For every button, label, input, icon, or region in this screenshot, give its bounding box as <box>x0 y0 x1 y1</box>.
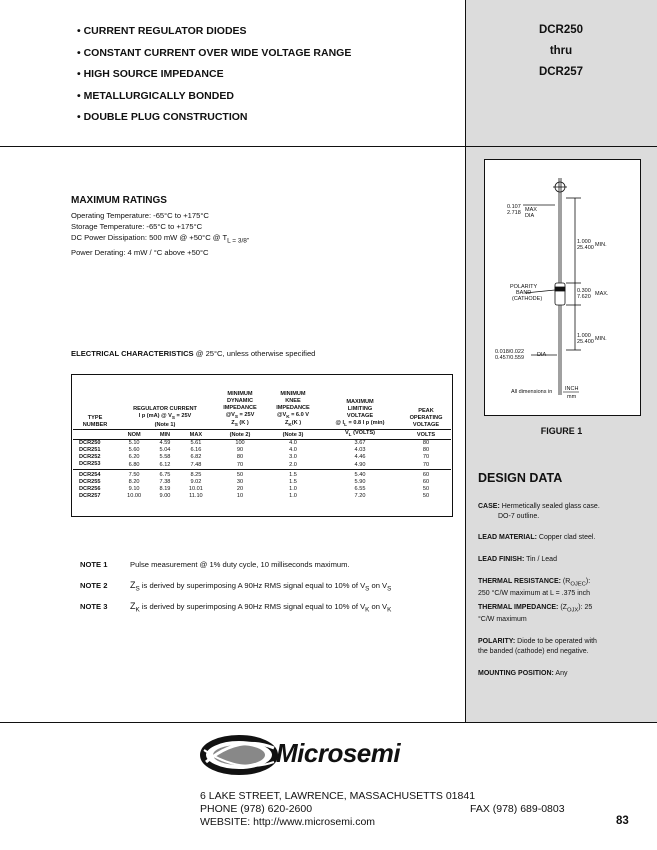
table-row: DCR256 9.10 8.19 10.01 20 1.0 6.55 50 <box>79 486 430 492</box>
dim-label: 25.400 <box>577 245 594 251</box>
rating-line: Power Derating: 4 mW / °C above +50°C <box>71 247 209 257</box>
dim-label: INCH <box>565 386 579 392</box>
max-ratings-list <box>71 210 249 258</box>
dim-label: MAX. <box>595 291 609 297</box>
design-thermal-impedance: THERMAL IMPEDANCE: $(Z_{OJX})$: 25 °C/W maximum <box>478 604 593 624</box>
logo-wordmark: Microsemi <box>276 738 401 768</box>
design-lead-material: LEAD MATERIAL: Copper clad steel. <box>478 534 596 541</box>
dim-label: All dimensions in <box>511 389 553 395</box>
rating-line: Operating Temperature: -65°C to +175°C <box>71 211 209 220</box>
table-row: DCR255 8.20 7.38 9.02 30 1.5 5.90 60 <box>79 479 430 485</box>
dim-label: BAND <box>516 290 532 296</box>
dim-label: 2.718 <box>507 210 521 216</box>
dim-label: 1.000 <box>577 239 591 245</box>
footer-phone: PHONE (978) 620-2600 <box>200 803 313 815</box>
col-peak-header: PEAK OPERATING VOLTAGE <box>409 407 443 428</box>
figure-box <box>484 159 641 416</box>
feature-item: • HIGH SOURCE IMPEDANCE <box>77 68 224 80</box>
feature-item: • METALLURGICALLY BONDED <box>77 89 234 102</box>
dim-label: 0.457/0.559 <box>495 355 525 361</box>
col-dyn-header: MINIMUM DYNAMIC IMPEDANCE $@V_S = 25V$ $Z_S$ (K ) <box>223 391 257 428</box>
microsemi-logo <box>200 732 410 778</box>
col-knee-header: MINIMUM KNEE IMPEDANCE $@V_K = 6.0$ V $Z_K(K$ ) <box>276 391 310 428</box>
table-row: DCR254 7.50 6.75 8.25 50 1.5 5.40 60 <box>79 472 430 478</box>
dim-label: DIA <box>525 213 535 219</box>
dim-label: 1.000 <box>577 333 591 339</box>
dim-label: MIN. <box>595 242 607 248</box>
rating-line: Storage Temperature: -65°C to +175°C <box>71 222 203 231</box>
features-list <box>77 21 351 129</box>
design-thermal-resistance: THERMAL RESISTANCE: $(R_{OJEC})$: 250 °C/W maximum at L = .375 inch <box>478 578 591 598</box>
elec-char-heading: ELECTRICAL CHARACTERISTICS @ 25°C, unless otherwise specified <box>71 349 316 358</box>
dim-label: MIN. <box>595 336 607 342</box>
col-reg-header: REGULATOR CURRENT I p (mA) @ $V_S = 25V$ (Note 1) <box>133 406 197 428</box>
dim-label: MAX <box>525 207 537 213</box>
sub-header-nom: NOM <box>117 429 151 439</box>
dim-label: 0.107 <box>507 204 521 210</box>
table-row: DCR252 6.20 5.58 6.82 80 3.0 4.46 70 <box>79 453 430 460</box>
table-row: DCR253 6.80 6.12 7.48 70 2.0 4.90 70 <box>73 461 451 470</box>
note2-ref: (Note 2) <box>229 431 251 438</box>
note-1: NOTE 1 Pulse measurement @ 1% duty cycle, 10 milliseconds maximum. <box>80 560 350 569</box>
figure-caption: FIGURE 1 <box>540 426 583 436</box>
rating-line: DC Power Dissipation: 500 mW @ +50°C @ $T_{L = 3/8"}$ <box>71 233 250 245</box>
feature-item: • CURRENT REGULATOR DIODES <box>77 25 247 37</box>
swoosh-logo-icon <box>200 732 278 778</box>
dim-label: DIA <box>537 352 547 358</box>
vl-volts: $V_L$ (VOLTS) <box>344 430 376 438</box>
note-3: NOTE 3 $Z_K$ is derived by superimposing A 90Hz RMS signal equal to 10% of $V_K$ on $V_K$ <box>80 601 392 614</box>
note3-ref: (Note 3) <box>282 431 304 438</box>
dim-label: (CATHODE) <box>512 296 543 302</box>
design-lead-finish: LEAD FINISH: Tin / Lead <box>478 556 557 563</box>
design-case: CASE: Hermetically sealed glass case. DO-7 outline. <box>478 503 600 520</box>
feature-item: • CONSTANT CURRENT OVER WIDE VOLTAGE RANGE <box>77 46 352 59</box>
sub-header-min: MIN <box>151 429 179 439</box>
dim-label: mm <box>567 394 577 400</box>
part-thru: thru <box>549 45 573 57</box>
max-ratings-title: MAXIMUM RATINGS <box>71 195 167 206</box>
feature-item: • DOUBLE PLUG CONSTRUCTION <box>77 111 248 123</box>
col-lim-header: MAXIMUM LIMITING VOLTAGE @ $I_L = 0.8$ I p (min) <box>335 399 385 428</box>
diode-outline-drawing <box>485 160 640 415</box>
dim-label: 25.400 <box>577 339 594 345</box>
design-polarity: POLARITY: Diode to be operated with the banded (cathode) end negative. <box>478 638 597 655</box>
part-from: DCR250 <box>538 24 584 36</box>
dim-label: 0.300 <box>577 288 591 294</box>
elec-char-table <box>73 376 451 500</box>
table-row: DCR257 10.00 9.00 11.10 10 1.0 7.20 50 <box>79 493 430 499</box>
col-type-header: TYPE NUMBER <box>82 414 108 428</box>
divider-horizontal <box>0 146 657 147</box>
dim-label: POLARITY <box>510 284 538 290</box>
footer-address: 6 LAKE STREET, LAWRENCE, MASSACHUSETTS 01841 <box>200 790 476 802</box>
part-number-range <box>465 20 657 83</box>
sub-header-max: MAX <box>179 429 213 439</box>
table-row: DCR251 5.60 5.04 6.16 90 4.0 4.03 80 <box>79 446 430 453</box>
divider-bottom <box>0 722 657 723</box>
peak-volts: VOLTS <box>416 431 436 438</box>
dim-label: 0.018/0.022 <box>495 349 525 355</box>
footer-fax: FAX (978) 689-0803 <box>470 803 565 815</box>
part-to: DCR257 <box>538 66 584 78</box>
dim-label: 7.620 <box>577 294 591 300</box>
page-number: 83 <box>616 815 629 827</box>
divider-main <box>465 146 466 722</box>
design-mounting: MOUNTING POSITION: Any <box>478 670 568 677</box>
note-2: NOTE 2 $Z_S$ is derived by superimposing A 90Hz RMS signal equal to 10% of $V_S$ on $V_S$ <box>80 580 392 593</box>
footer-website[interactable]: WEBSITE: http://www.microsemi.com <box>200 816 376 828</box>
table-row: DCR250 5.10 4.59 5.61 100 4.0 3.67 80 <box>73 439 451 447</box>
design-data-title: DESIGN DATA <box>478 471 563 485</box>
